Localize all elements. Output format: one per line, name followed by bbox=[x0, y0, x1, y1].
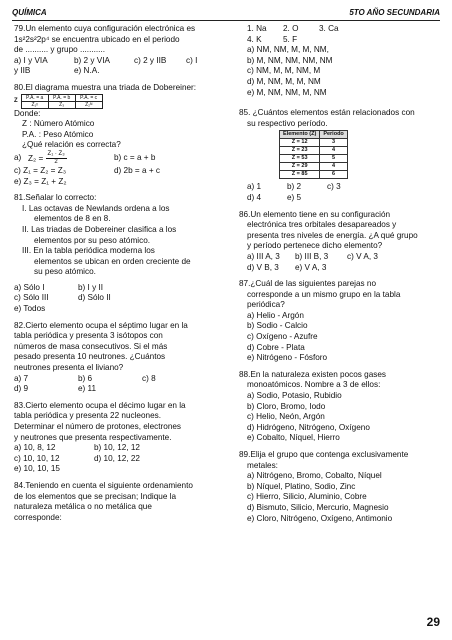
q86-line2: electrónica tres orbitales desapareados y bbox=[247, 220, 397, 230]
question-86 bbox=[239, 210, 439, 274]
right-column bbox=[239, 24, 439, 530]
q83-option-b: b) 10, 12, 12 bbox=[94, 443, 140, 453]
q85-option-b: b) 2 bbox=[287, 182, 302, 192]
q82-option-b: b) 6 bbox=[78, 373, 93, 383]
table-cell: Z = 53 bbox=[280, 155, 320, 163]
triad-z-label: Z bbox=[14, 97, 18, 104]
q84-element-2: 2. O bbox=[283, 24, 299, 33]
q81-item-2b: elementos por su peso atómico. bbox=[34, 235, 151, 245]
q81-line1: 81.Señalar lo correcto: bbox=[14, 193, 97, 203]
triad-head-2: P.A. = b bbox=[49, 95, 76, 101]
q79-options-row2 bbox=[14, 66, 214, 77]
subject-title: QUÍMICA bbox=[12, 8, 47, 17]
q80-line1: 80.El diagrama muestra una triada de Dobereiner: bbox=[14, 82, 197, 92]
q84-line1: 84.Teniendo en cuenta el siguiente ordenamiento bbox=[14, 480, 193, 490]
q81-item-1b: elementos de 8 en 8. bbox=[34, 214, 111, 224]
q82-option-c: c) 8 bbox=[142, 373, 156, 383]
q86-line4: y período pertenece dicho elemento? bbox=[247, 241, 383, 251]
q84-line3: naturaleza metálica o no metálica que bbox=[14, 502, 152, 512]
q80-option-b: b) c = a + b bbox=[114, 153, 156, 163]
q83-line4: y neutrones que presenta respectivamente. bbox=[14, 432, 172, 442]
q82-line5: neutrones presenta el liviano? bbox=[14, 363, 124, 373]
question-88 bbox=[239, 370, 439, 444]
q86-option-c: c) V A, 3 bbox=[347, 251, 378, 261]
q89-option-c: c) Hierro, Silicio, Aluminio, Cobre bbox=[247, 492, 367, 502]
q80-fraction-den: 2 bbox=[54, 158, 58, 165]
q79-option-b: b) 2 y VIA bbox=[74, 55, 110, 65]
question-85 bbox=[239, 108, 439, 203]
q79-options-row1 bbox=[14, 56, 214, 67]
q84-option-e: e) M, NM, NM, M, NM bbox=[247, 87, 327, 97]
table-header-period: Periodo bbox=[320, 131, 347, 139]
question-79 bbox=[14, 24, 214, 77]
q87-option-a: a) Helio - Argón bbox=[247, 310, 304, 320]
q82-option-a: a) 7 bbox=[14, 373, 29, 383]
q83-options-row1 bbox=[14, 443, 214, 454]
q80-options-row1 bbox=[14, 151, 214, 166]
table-cell: 3 bbox=[320, 139, 347, 147]
table-cell: 4 bbox=[320, 163, 347, 171]
q89-line1: 89.Elija el grupo que contenga exclusivamente bbox=[239, 450, 409, 459]
q79-option-c: c) 2 y IIB bbox=[134, 55, 167, 65]
q83-option-c: c) 10, 10, 12 bbox=[14, 453, 60, 463]
q87-line2: corresponde a un mismo grupo en la tabla bbox=[247, 289, 401, 299]
q89-option-e: e) Cloro, Nitrógeno, Oxígeno, Antimonio bbox=[247, 513, 393, 523]
q82-options-row1 bbox=[14, 374, 214, 385]
q81-option-c: c) Sólo III bbox=[14, 293, 49, 303]
q83-line2: tabla periódica y presenta 22 nucleones. bbox=[14, 411, 162, 421]
q83-option-e: e) 10, 10, 15 bbox=[14, 464, 60, 474]
q82-option-e: e) 11 bbox=[78, 384, 97, 394]
q88-line1: 88.En la naturaleza existen pocos gases bbox=[239, 369, 387, 379]
q80-option-a: a) bbox=[14, 153, 22, 163]
q81-item-2: II. Las triadas de Dobereiner clasifica a los bbox=[22, 224, 177, 234]
q84-option-d: d) M, NM, M, M, NM bbox=[247, 76, 321, 86]
q81-item-1: I. Las octavas de Newlands ordena a los bbox=[22, 203, 170, 213]
q86-options-row2 bbox=[239, 263, 439, 274]
question-80 bbox=[14, 83, 214, 187]
table-cell: Z = 23 bbox=[280, 147, 320, 155]
table-cell: 6 bbox=[320, 171, 347, 179]
table-cell: Z = 12 bbox=[280, 139, 320, 147]
q85-option-c: c) 3 bbox=[327, 182, 341, 192]
q88-line2: monoatómicos. Nombre a 3 de ellos: bbox=[247, 380, 381, 390]
triad-diagram bbox=[14, 94, 214, 109]
q84-elements-row1 bbox=[239, 24, 439, 35]
q84-line4: corresponde: bbox=[14, 512, 62, 522]
q79-option-e: e) N.A. bbox=[74, 66, 100, 76]
q79-option-d-cont: y IIB bbox=[14, 66, 31, 76]
q85-option-e: e) 5 bbox=[287, 192, 302, 202]
q86-option-b: b) III B, 3 bbox=[295, 251, 329, 261]
q84-element-3: 3. Ca bbox=[319, 24, 339, 33]
q88-option-a: a) Sodio, Potasio, Rubidio bbox=[247, 391, 342, 401]
q83-option-a: a) 10, 8, 12 bbox=[14, 443, 56, 453]
q89-option-b: b) Níquel, Platino, Sodio, Zinc bbox=[247, 481, 356, 491]
q80-fraction-num: Z₁ · Z₃ bbox=[47, 150, 65, 157]
q80-formula-a bbox=[28, 151, 114, 166]
table-row bbox=[280, 163, 348, 171]
q85-option-a: a) 1 bbox=[247, 182, 262, 192]
q81-item-3c: su peso atómico. bbox=[34, 267, 96, 277]
triad-cell-3: Z₂ᴺ bbox=[85, 101, 93, 108]
q81-option-e: e) Todos bbox=[14, 304, 46, 314]
q87-option-c: c) Oxígeno - Azufre bbox=[247, 332, 318, 342]
table-row bbox=[280, 155, 348, 163]
q79-line2: 1s²2s²2p⁴ se encuentra ubicado en el periodo bbox=[14, 34, 180, 44]
q86-option-a: a) III A, 3 bbox=[247, 251, 280, 261]
q85-option-d: d) 4 bbox=[247, 192, 262, 202]
page-header bbox=[12, 8, 440, 21]
question-84-continued bbox=[239, 24, 439, 98]
q82-line4: pesado presenta 10 neutrones. ¿Cuántos bbox=[14, 352, 166, 362]
q85-options-row2 bbox=[239, 193, 439, 204]
triad-box bbox=[21, 94, 103, 109]
q81-option-d: d) Sólo II bbox=[78, 293, 111, 303]
q79-line1: 79.Un elemento cuya configuración electrónica es bbox=[14, 24, 196, 33]
table-cell: Z = 85 bbox=[280, 171, 320, 179]
q80-formula-lhs: Z₂ = bbox=[28, 153, 44, 163]
q84-elements-row2 bbox=[239, 35, 439, 46]
q87-option-e: e) Nitrógeno - Fósforo bbox=[247, 353, 328, 363]
q81-options-row2 bbox=[14, 293, 214, 304]
q80-options-row2 bbox=[14, 166, 214, 177]
table-cell: Z = 29 bbox=[280, 163, 320, 171]
q88-option-c: c) Helio, Neón, Argón bbox=[247, 412, 325, 422]
question-87 bbox=[239, 279, 439, 364]
left-column bbox=[14, 24, 214, 529]
q85-line2: su respectivo período. bbox=[247, 118, 328, 128]
q79-option-a: a) I y VIA bbox=[14, 55, 48, 65]
q84-element-1: 1. Na bbox=[247, 24, 267, 33]
q81-options-row1 bbox=[14, 283, 214, 294]
table-cell: 5 bbox=[320, 155, 347, 163]
q89-line2: metales: bbox=[247, 460, 278, 470]
q82-line3: números de masa consecutivos. Si el más bbox=[14, 341, 168, 351]
q89-option-a: a) Nitrógeno, Bromo, Cobalto, Níquel bbox=[247, 471, 382, 481]
triad-head-3: P.A. = c bbox=[80, 94, 98, 101]
q80-option-d: d) 2b = a + c bbox=[114, 165, 160, 175]
q86-line3: presenta tres niveles de energía. ¿A qué grupo bbox=[247, 230, 418, 240]
q83-option-d: d) 10, 12, 22 bbox=[94, 453, 140, 463]
q82-options-row2 bbox=[14, 384, 214, 395]
triad-cell-2: Z₃ bbox=[49, 102, 76, 108]
q84-element-5: 5. F bbox=[283, 34, 298, 44]
q80-def-z: Z : Número Atómico bbox=[22, 119, 95, 129]
q81-option-a: a) Sólo I bbox=[14, 282, 45, 292]
q86-options-row1 bbox=[239, 252, 439, 263]
question-84 bbox=[14, 481, 214, 523]
table-cell: 4 bbox=[320, 147, 347, 155]
table-header-element: Elemento (Z) bbox=[280, 131, 320, 139]
q82-line2: tabla periódica y presenta 3 isótopos con bbox=[14, 331, 163, 341]
q87-option-b: b) Sodio - Calcio bbox=[247, 321, 308, 331]
q80-def-pa: P.A. : Peso Atómico bbox=[22, 129, 94, 139]
q84-element-4: 4. K bbox=[247, 34, 262, 44]
triad-cell-1: Z₁ᵡ bbox=[22, 102, 49, 108]
q80-question: ¿Qué relación es correcta? bbox=[22, 140, 121, 150]
q79-option-d: c) I bbox=[186, 55, 198, 65]
q81-item-3: III. En la tabla periódica moderna los bbox=[22, 246, 155, 256]
question-82 bbox=[14, 321, 214, 395]
q82-line1: 82.Cierto elemento ocupa el séptimo lugar en la bbox=[14, 320, 188, 330]
q87-line1: 87.¿Cuál de las siguientes parejas no bbox=[239, 279, 376, 289]
grade-title: 5TO AÑO SECUNDARIA bbox=[349, 8, 440, 17]
table-row bbox=[280, 147, 348, 155]
q79-line3: de .......... y grupo ........... bbox=[14, 45, 106, 55]
q82-option-d: d) 9 bbox=[14, 384, 29, 394]
q84-option-a: a) NM, NM, M, M, NM, bbox=[247, 45, 329, 55]
q85-options-row1 bbox=[239, 182, 439, 193]
q83-line3: Determinar el número de protones, electrones bbox=[14, 422, 182, 431]
q86-option-d: d) V B, 3 bbox=[247, 262, 279, 272]
question-83 bbox=[14, 401, 214, 475]
q81-option-b: b) I y II bbox=[78, 282, 104, 292]
triad-head-1: P.A. = a bbox=[22, 95, 49, 101]
question-81 bbox=[14, 193, 214, 315]
q80-option-e: e) Z₃ = Z₁ + Z₂ bbox=[14, 176, 67, 186]
q80-option-c: c) Z₁ = Z₂ = Z₃ bbox=[14, 165, 67, 175]
q89-option-d: d) Bismuto, Silicio, Mercurio, Magnesio bbox=[247, 502, 389, 512]
q80-fraction bbox=[46, 151, 67, 166]
q84-line2: de los elementos que se precisan; Indique la bbox=[14, 491, 177, 501]
q81-item-3b: elementos se ubican en orden creciente de bbox=[34, 256, 191, 266]
q87-line3: periódica? bbox=[247, 300, 285, 310]
q86-line1: 86.Un elemento tiene en su configuración bbox=[239, 209, 391, 219]
q80-donde: Donde: bbox=[14, 108, 41, 118]
q83-options-row2 bbox=[14, 454, 214, 465]
q83-line1: 83.Cierto elemento ocupa el décimo lugar en la bbox=[14, 400, 186, 410]
q86-option-e: e) V A, 3 bbox=[295, 262, 327, 272]
q88-option-b: b) Cloro, Bromo, Iodo bbox=[247, 401, 326, 411]
q83-options-row3 bbox=[14, 464, 214, 475]
element-period-table bbox=[279, 130, 348, 179]
q88-option-e: e) Cobalto, Níquel, Hierro bbox=[247, 433, 340, 443]
q81-options-row3 bbox=[14, 304, 214, 315]
q80-options-row3 bbox=[14, 177, 214, 188]
q88-option-d: d) Hidrógeno, Nitrógeno, Oxígeno bbox=[247, 422, 370, 432]
q87-option-d: d) Cobre - Plata bbox=[247, 342, 305, 352]
question-89 bbox=[239, 450, 439, 524]
q84-option-b: b) M, NM, NM, NM, NM bbox=[247, 55, 333, 65]
q84-option-c: c) NM, M, M, NM, M bbox=[247, 66, 321, 76]
table-row bbox=[280, 139, 348, 147]
table-row bbox=[280, 171, 348, 179]
q85-line1: 85. ¿Cuántos elementos están relacionados con bbox=[239, 108, 415, 118]
page-number: 29 bbox=[426, 615, 440, 630]
